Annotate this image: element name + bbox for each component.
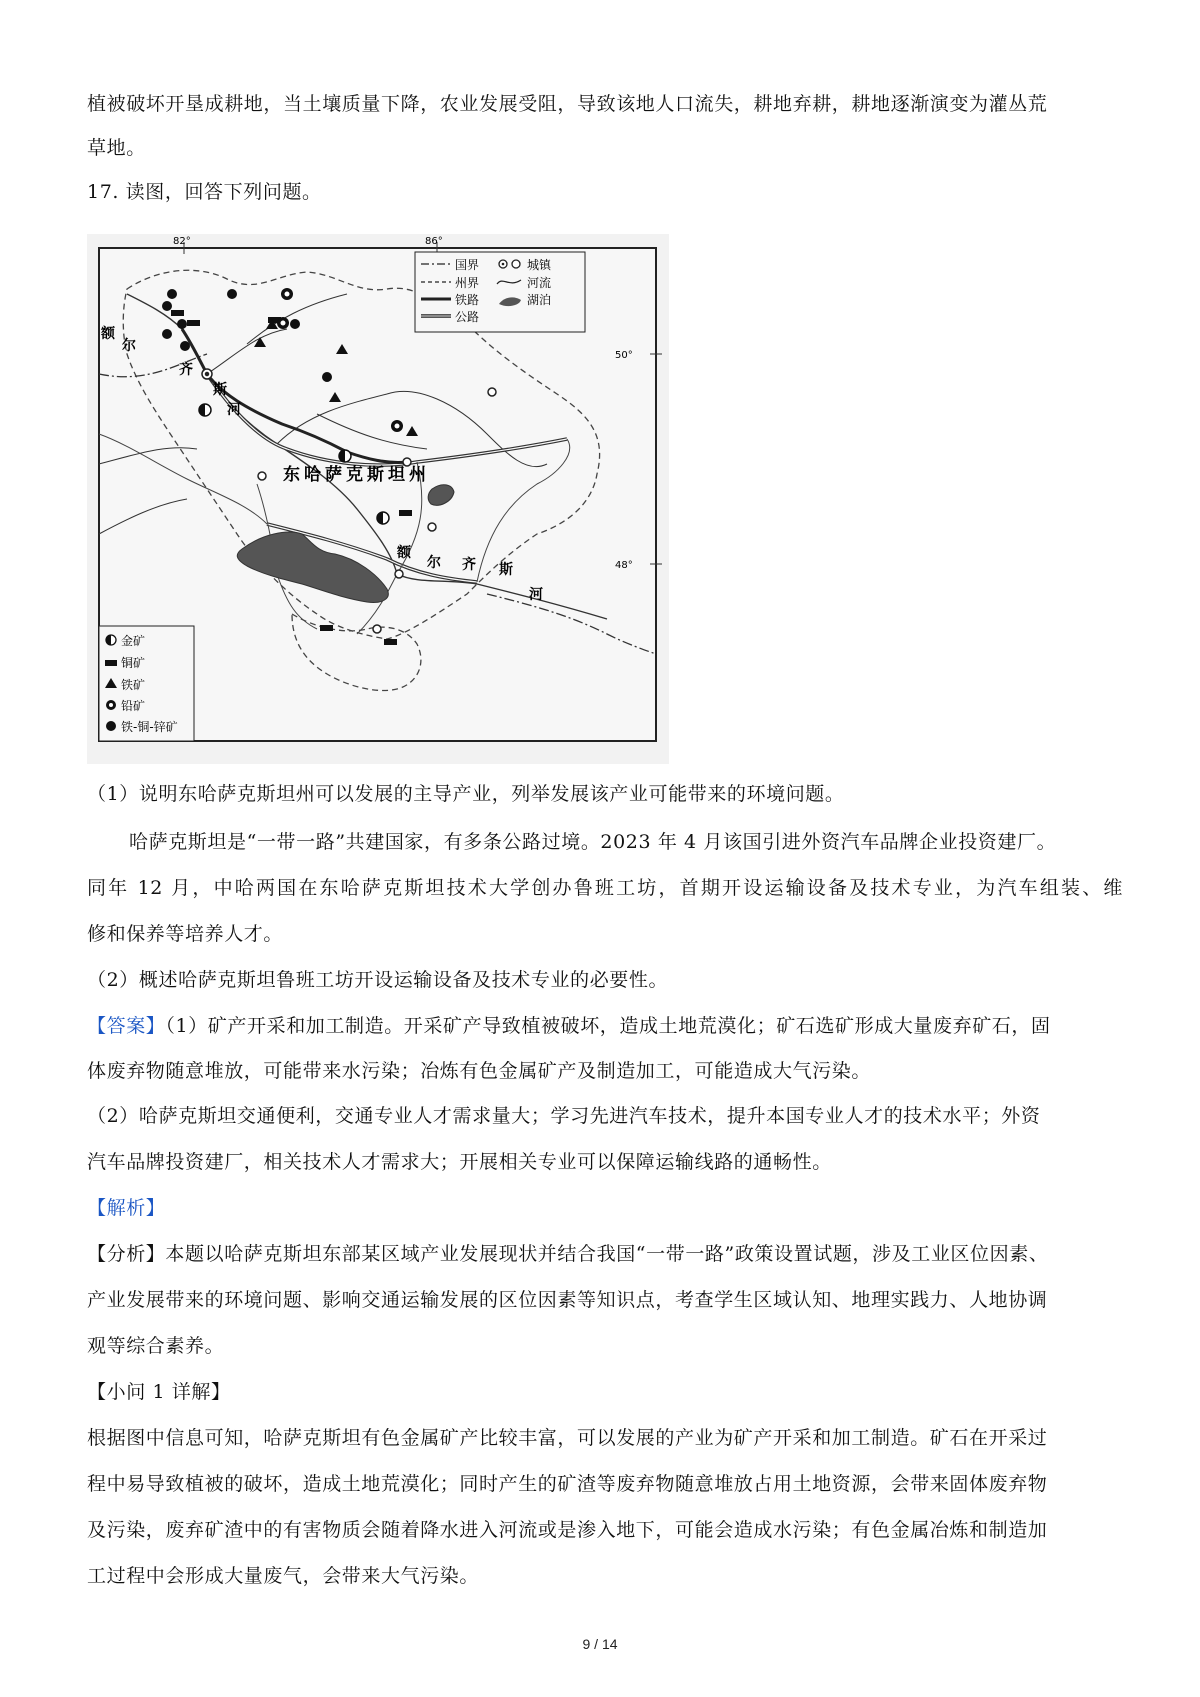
svg-text:齐: 齐 <box>462 557 476 573</box>
svg-text:尔: 尔 <box>427 555 441 571</box>
answer-line: 汽车品牌投资建厂，相关技术人才需求大；开展相关专业可以保障运输线路的通畅性。 <box>87 1151 832 1173</box>
svg-text:河流: 河流 <box>527 276 552 290</box>
answer-line: 体废弃物随意堆放，可能带来水污染；冶炼有色金属矿产及制造加工，可能造成大气污染。 <box>87 1060 872 1082</box>
svg-text:河: 河 <box>227 402 241 418</box>
material-line: 哈萨克斯坦是“一带一路”共建国家，有多条公路过境。2023 年 4 月该国引进外资汽车品牌企业投资建厂。 <box>129 831 1057 853</box>
svg-text:额: 额 <box>397 545 411 561</box>
lon-label-86: 86° <box>425 236 443 247</box>
sub-question-2: （2）概述哈萨克斯坦鲁班工坊开设运输设备及技术专业的必要性。 <box>87 969 669 991</box>
svg-text:公路: 公路 <box>455 310 480 324</box>
page-number: 9 / 14 <box>582 1636 618 1652</box>
analysis-tag: 【分析】 <box>87 1243 166 1265</box>
lon-label-82: 82° <box>173 236 191 247</box>
paragraph-line: 草地。 <box>87 137 146 159</box>
svg-text:金矿: 金矿 <box>121 634 146 648</box>
detail-line: 工过程中会形成大量废气，会带来大气污染。 <box>87 1565 480 1587</box>
answer-line <box>87 1014 1123 1038</box>
svg-text:湖泊: 湖泊 <box>527 293 552 307</box>
analysis-line: 观等综合素养。 <box>87 1335 225 1357</box>
analysis-heading: 【解析】 <box>87 1197 166 1219</box>
svg-text:州界: 州界 <box>455 276 480 290</box>
detail-line: 程中易导致植被的破坏，造成土地荒漠化；同时产生的矿渣等废弃物随意堆放占用土地资源，会带来固体废弃物 <box>87 1473 1048 1495</box>
detail-line: 及污染，废弃矿渣中的有害物质会随着降水进入河流或是渗入地下，可能会造成水污染；有色金属冶炼和制造加 <box>87 1519 1048 1541</box>
map-figure <box>87 234 669 764</box>
svg-text:铅矿: 铅矿 <box>121 699 146 713</box>
answer-line: （2）哈萨克斯坦交通便利，交通专业人才需求量大；学习先进汽车技术，提升本国专业人才的技术水平；外资 <box>87 1105 1041 1127</box>
legend-minerals <box>99 626 194 741</box>
svg-text:铁路: 铁路 <box>455 293 480 307</box>
legend-lines <box>415 252 585 332</box>
region-label: 东哈萨克斯坦州 <box>283 465 430 485</box>
sub-question-1: （1）说明东哈萨克斯坦州可以发展的主导产业，列举发展该产业可能带来的环境问题。 <box>87 783 845 805</box>
detail-line: 根据图中信息可知，哈萨克斯坦有色金属矿产比较丰富，可以发展的产业为矿产开采和加工制造。矿石在开采过 <box>87 1427 1048 1449</box>
material-line: 修和保养等培养人才。 <box>87 923 284 945</box>
analysis-text: 本题以哈萨克斯坦东部某区域产业发展现状并结合我国“一带一路”政策设置试题，涉及工业区位因素、 <box>165 1243 1049 1265</box>
svg-text:齐: 齐 <box>179 362 193 378</box>
svg-text:铁-铜-锌矿: 铁-铜-锌矿 <box>121 720 178 734</box>
question-17: 17. 读图，回答下列问题。 <box>87 181 322 203</box>
svg-text:铜矿: 铜矿 <box>121 656 146 670</box>
lat-label-50: 50° <box>615 350 633 361</box>
detail-heading: 【小问 1 详解】 <box>87 1381 231 1403</box>
svg-text:额: 额 <box>101 326 115 342</box>
answer-tag: 【答案】 <box>87 1015 166 1037</box>
svg-text:斯: 斯 <box>499 562 513 578</box>
answer-text: （1）矿产开采和加工制造。开采矿产导致植被破坏，造成土地荒漠化；矿石选矿形成大量废弃矿石，固 <box>165 1015 1051 1037</box>
svg-text:河: 河 <box>529 587 543 603</box>
paragraph-line: 植被破坏开垦成耕地，当土壤质量下降，农业发展受阻，导致该地人口流失，耕地弃耕，耕地逐渐演变为灌丛荒 <box>87 93 1048 115</box>
svg-text:国界: 国界 <box>455 258 480 272</box>
lat-label-48: 48° <box>615 560 633 571</box>
analysis-line <box>87 1242 1123 1266</box>
svg-text:尔: 尔 <box>122 338 136 354</box>
material-line: 同年 12 月，中哈两国在东哈萨克斯坦技术大学创办鲁班工坊，首期开设运输设备及技术专业，为汽车组装、维 <box>87 877 1123 899</box>
svg-text:城镇: 城镇 <box>527 258 552 272</box>
svg-text:铁矿: 铁矿 <box>121 678 146 692</box>
svg-text:斯: 斯 <box>213 382 227 398</box>
analysis-line: 产业发展带来的环境问题、影响交通运输发展的区位因素等知识点，考查学生区域认知、地理实践力、人地协调 <box>87 1289 1048 1311</box>
